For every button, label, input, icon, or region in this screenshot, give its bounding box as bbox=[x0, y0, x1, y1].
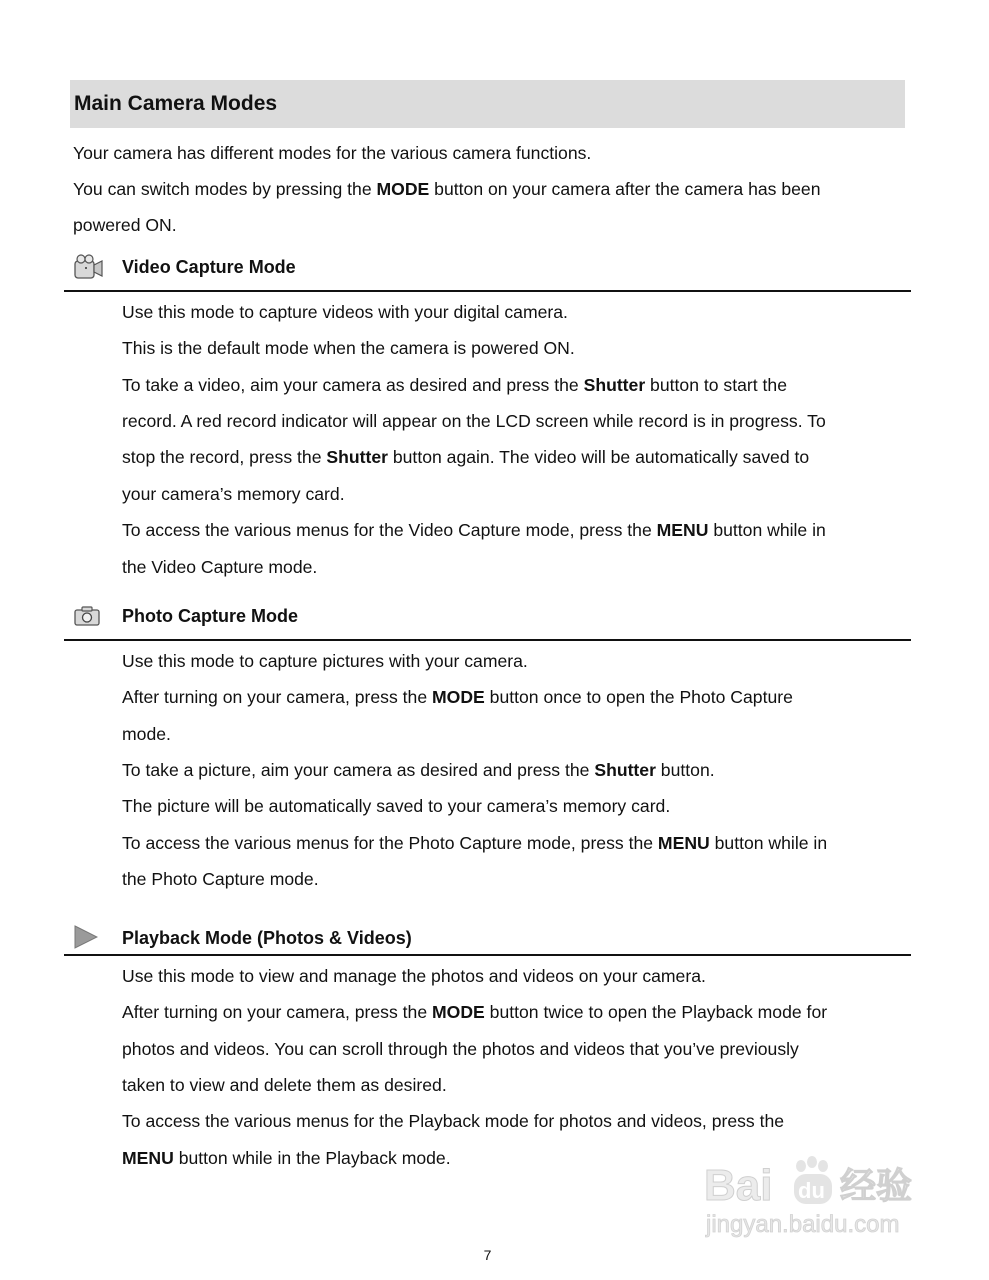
playback-line-5: To access the various menus for the Playback mode for photos and videos, press the bbox=[122, 1111, 785, 1131]
video-line-4: record. A red record indicator will appear on the LCD screen while record is in progress. To bbox=[122, 411, 826, 431]
section-divider bbox=[64, 290, 911, 292]
photo-line-1: Use this mode to capture pictures with your camera. bbox=[122, 651, 528, 671]
section-divider bbox=[64, 954, 911, 956]
playback-line-4: taken to view and delete them as desired. bbox=[122, 1075, 447, 1095]
page-number: 7 bbox=[483, 1247, 492, 1263]
playback-mode-title: Playback Mode (Photos & Videos) bbox=[122, 928, 412, 948]
camera-icon bbox=[74, 606, 100, 626]
playback-line-6: MENU button while in the Playback mode. bbox=[122, 1148, 451, 1168]
video-line-3: To take a video, aim your camera as desired and press the Shutter button to start the bbox=[122, 375, 787, 395]
intro-line-1: Your camera has different modes for the various camera functions. bbox=[73, 143, 592, 163]
section-heading-banner bbox=[70, 80, 905, 128]
playback-line-3: photos and videos. You can scroll through the photos and videos that you’ve previously bbox=[122, 1039, 799, 1059]
photo-line-3: mode. bbox=[122, 724, 171, 744]
video-line-2: This is the default mode when the camera is powered ON. bbox=[122, 338, 575, 358]
baidu-watermark-logo bbox=[700, 1148, 940, 1248]
watermark-cn: 经验 bbox=[840, 1166, 913, 1207]
photo-line-2: After turning on your camera, press the MODE button once to open the Photo Capture bbox=[122, 687, 793, 707]
photo-mode-title: Photo Capture Mode bbox=[122, 606, 298, 626]
intro-line-3: powered ON. bbox=[73, 215, 177, 235]
video-line-1: Use this mode to capture videos with your digital camera. bbox=[122, 302, 568, 322]
intro-line-2: You can switch modes by pressing the MODE button on your camera after the camera has been bbox=[73, 179, 821, 199]
video-mode-title: Video Capture Mode bbox=[122, 257, 296, 277]
playback-line-1: Use this mode to view and manage the photos and videos on your camera. bbox=[122, 966, 706, 986]
video-line-6: your camera’s memory card. bbox=[122, 484, 345, 504]
photo-line-5: The picture will be automatically saved to your camera’s memory card. bbox=[122, 796, 671, 816]
photo-line-7: the Photo Capture mode. bbox=[122, 869, 319, 889]
section-divider bbox=[64, 639, 911, 641]
playback-line-2: After turning on your camera, press the MODE button twice to open the Playback mode for bbox=[122, 1002, 828, 1022]
photo-line-4: To take a picture, aim your camera as desired and press the Shutter button. bbox=[122, 760, 715, 780]
video-line-7: To access the various menus for the Video Capture mode, press the MENU button while in bbox=[122, 520, 826, 540]
watermark-brand: Bai bbox=[704, 1161, 773, 1210]
video-line-8: the Video Capture mode. bbox=[122, 557, 318, 577]
video-line-5: stop the record, press the Shutter button again. The video will be automatically saved to bbox=[122, 447, 810, 467]
photo-line-6: To access the various menus for the Photo Capture mode, press the MENU button while in bbox=[122, 833, 828, 853]
play-icon bbox=[74, 925, 98, 949]
watermark-brand-2: du bbox=[798, 1178, 825, 1203]
page-heading: Main Camera Modes bbox=[74, 92, 278, 115]
watermark-url: jingyan.baidu.com bbox=[706, 1211, 900, 1238]
video-camera-icon bbox=[74, 254, 104, 280]
